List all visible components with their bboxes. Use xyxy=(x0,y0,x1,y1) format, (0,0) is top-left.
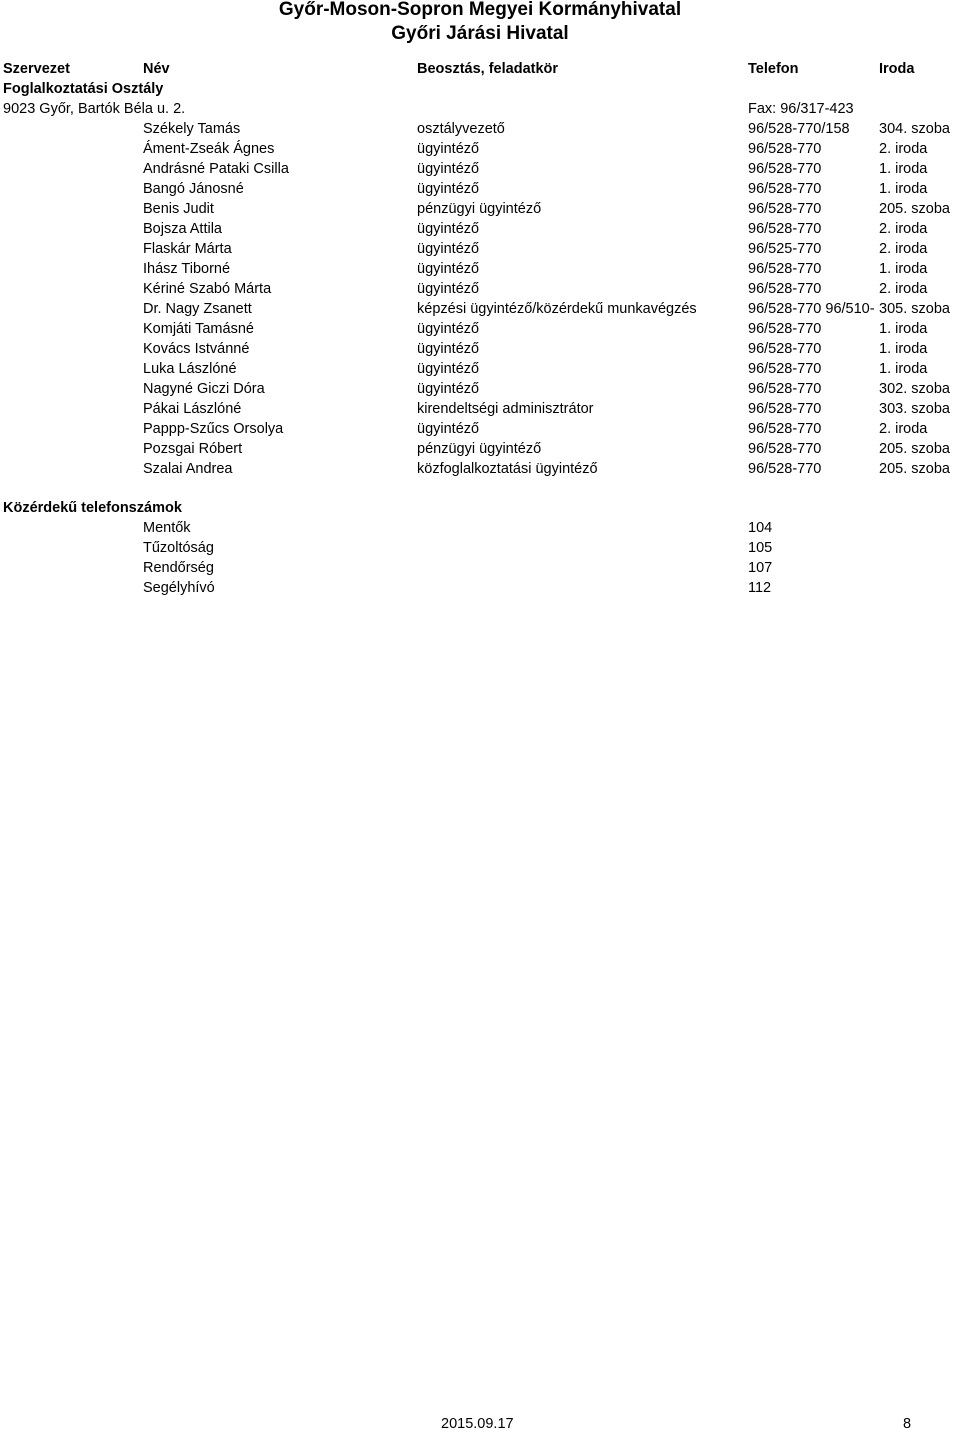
list-item xyxy=(0,538,960,558)
staff-room: 2. iroda xyxy=(879,241,928,257)
staff-phone: 96/528-770 xyxy=(748,181,822,197)
public-number-name: Mentők xyxy=(143,520,191,536)
public-number-phone: 107 xyxy=(748,560,773,576)
staff-room: 1. iroda xyxy=(879,161,928,177)
staff-role: ügyintéző xyxy=(417,181,480,197)
staff-name: Andrásné Pataki Csilla xyxy=(143,161,289,177)
table-row xyxy=(0,279,960,299)
staff-name: Ihász Tiborné xyxy=(143,261,231,277)
staff-room: 1. iroda xyxy=(879,341,928,357)
public-numbers-header-row xyxy=(0,498,960,518)
staff-role: ügyintéző xyxy=(417,141,480,157)
staff-room: 2. iroda xyxy=(879,421,928,437)
department-address-row xyxy=(0,99,960,119)
list-item xyxy=(0,518,960,538)
department-row xyxy=(0,79,960,99)
staff-phone: 96/528-770 xyxy=(748,321,822,337)
staff-role: közfoglalkoztatási ügyintéző xyxy=(417,461,598,477)
staff-name: Áment-Zseák Ágnes xyxy=(143,141,275,157)
staff-name: Szalai Andrea xyxy=(143,461,233,477)
staff-room: 1. iroda xyxy=(879,361,928,377)
staff-role: kirendeltségi adminisztrátor xyxy=(417,401,594,417)
public-number-phone: 105 xyxy=(748,540,773,556)
staff-room: 2. iroda xyxy=(879,221,928,237)
column-header-room: Iroda xyxy=(879,61,915,77)
staff-role: ügyintéző xyxy=(417,281,480,297)
table-row xyxy=(0,179,960,199)
staff-room: 1. iroda xyxy=(879,181,928,197)
public-number-name: Rendőrség xyxy=(143,560,214,576)
staff-phone: 96/528-770/158 xyxy=(748,121,850,137)
footer-page-number: 8 xyxy=(903,1416,912,1432)
staff-name: Pákai Lászlóné xyxy=(143,401,242,417)
public-numbers-title: Közérdekű telefonszámok xyxy=(3,500,182,516)
table-row xyxy=(0,199,960,219)
staff-phone: 96/528-770 xyxy=(748,201,822,217)
staff-role: ügyintéző xyxy=(417,381,480,397)
staff-name: Nagyné Giczi Dóra xyxy=(143,381,265,397)
table-row xyxy=(0,239,960,259)
footer-date: 2015.09.17 xyxy=(441,1416,514,1432)
staff-name: Flaskár Márta xyxy=(143,241,232,257)
staff-name: Komjáti Tamásné xyxy=(143,321,254,337)
staff-phone: 96/528-770 xyxy=(748,461,822,477)
staff-role: ügyintéző xyxy=(417,321,480,337)
staff-phone: 96/528-770 xyxy=(748,161,822,177)
staff-room: 303. szoba xyxy=(879,401,950,417)
staff-phone: 96/528-770 xyxy=(748,261,822,277)
staff-room: 205. szoba xyxy=(879,441,950,457)
public-number-name: Tűzoltóság xyxy=(143,540,214,556)
staff-phone: 96/528-770 xyxy=(748,421,822,437)
staff-name: Benis Judit xyxy=(143,201,214,217)
staff-room: 2. iroda xyxy=(879,281,928,297)
staff-name: Pozsgai Róbert xyxy=(143,441,243,457)
page-subtitle: Győri Járási Hivatal xyxy=(391,23,569,44)
staff-phone: 96/528-770 xyxy=(748,381,822,397)
staff-name: Bangó Jánosné xyxy=(143,181,244,197)
staff-name: Székely Tamás xyxy=(143,121,241,137)
staff-role: képzési ügyintéző/közérdekű munkavégzés xyxy=(417,301,697,317)
table-row xyxy=(0,159,960,179)
staff-room: 205. szoba xyxy=(879,461,950,477)
staff-role: ügyintéző xyxy=(417,341,480,357)
table-row xyxy=(0,339,960,359)
staff-role: ügyintéző xyxy=(417,221,480,237)
staff-name: Kovács Istvánné xyxy=(143,341,250,357)
staff-phone: 96/528-770 96/510- xyxy=(748,301,875,317)
department-address: 9023 Győr, Bartók Béla u. 2. xyxy=(3,101,186,117)
staff-room: 1. iroda xyxy=(879,261,928,277)
staff-room: 302. szoba xyxy=(879,381,950,397)
staff-room: 205. szoba xyxy=(879,201,950,217)
public-number-phone: 104 xyxy=(748,520,773,536)
staff-name: Kériné Szabó Márta xyxy=(143,281,272,297)
staff-phone: 96/525-770 xyxy=(748,241,822,257)
staff-role: ügyintéző xyxy=(417,241,480,257)
column-header-org: Szervezet xyxy=(3,61,70,77)
staff-phone: 96/528-770 xyxy=(748,341,822,357)
staff-name: Luka Lászlóné xyxy=(143,361,237,377)
column-header-phone: Telefon xyxy=(748,61,799,77)
staff-role: pénzügyi ügyintéző xyxy=(417,201,542,217)
public-number-name: Segélyhívó xyxy=(143,580,215,596)
staff-room: 2. iroda xyxy=(879,141,928,157)
table-row xyxy=(0,439,960,459)
staff-role: ügyintéző xyxy=(417,421,480,437)
column-header-role: Beosztás, feladatkör xyxy=(417,61,559,77)
table-row xyxy=(0,399,960,419)
staff-name: Bojsza Attila xyxy=(143,221,222,237)
page-title: Győr-Moson-Sopron Megyei Kormányhivatal xyxy=(278,0,682,20)
department-name: Foglalkoztatási Osztály xyxy=(3,81,164,97)
staff-name: Dr. Nagy Zsanett xyxy=(143,301,252,317)
staff-role: pénzügyi ügyintéző xyxy=(417,441,542,457)
table-row xyxy=(0,259,960,279)
staff-name: Pappp-Szűcs Orsolya xyxy=(143,421,284,437)
public-number-phone: 112 xyxy=(748,580,772,596)
table-row xyxy=(0,379,960,399)
table-row xyxy=(0,299,960,319)
staff-phone: 96/528-770 xyxy=(748,401,822,417)
list-item xyxy=(0,558,960,578)
staff-phone: 96/528-770 xyxy=(748,221,822,237)
staff-phone: 96/528-770 xyxy=(748,361,822,377)
department-fax: Fax: 96/317-423 xyxy=(748,101,854,117)
staff-phone: 96/528-770 xyxy=(748,441,822,457)
column-header-name: Név xyxy=(143,61,170,77)
table-row xyxy=(0,139,960,159)
column-header-row xyxy=(0,59,960,79)
staff-phone: 96/528-770 xyxy=(748,141,822,157)
table-row xyxy=(0,459,960,479)
staff-room: 304. szoba xyxy=(879,121,950,137)
staff-role: osztályvezető xyxy=(417,121,505,137)
table-row xyxy=(0,419,960,439)
table-row xyxy=(0,319,960,339)
table-row xyxy=(0,119,960,139)
list-item xyxy=(0,578,960,598)
staff-phone: 96/528-770 xyxy=(748,281,822,297)
staff-role: ügyintéző xyxy=(417,361,480,377)
table-row xyxy=(0,219,960,239)
staff-role: ügyintéző xyxy=(417,161,480,177)
staff-room: 1. iroda xyxy=(879,321,928,337)
staff-role: ügyintéző xyxy=(417,261,480,277)
table-row xyxy=(0,359,960,379)
staff-room: 305. szoba xyxy=(879,301,950,317)
